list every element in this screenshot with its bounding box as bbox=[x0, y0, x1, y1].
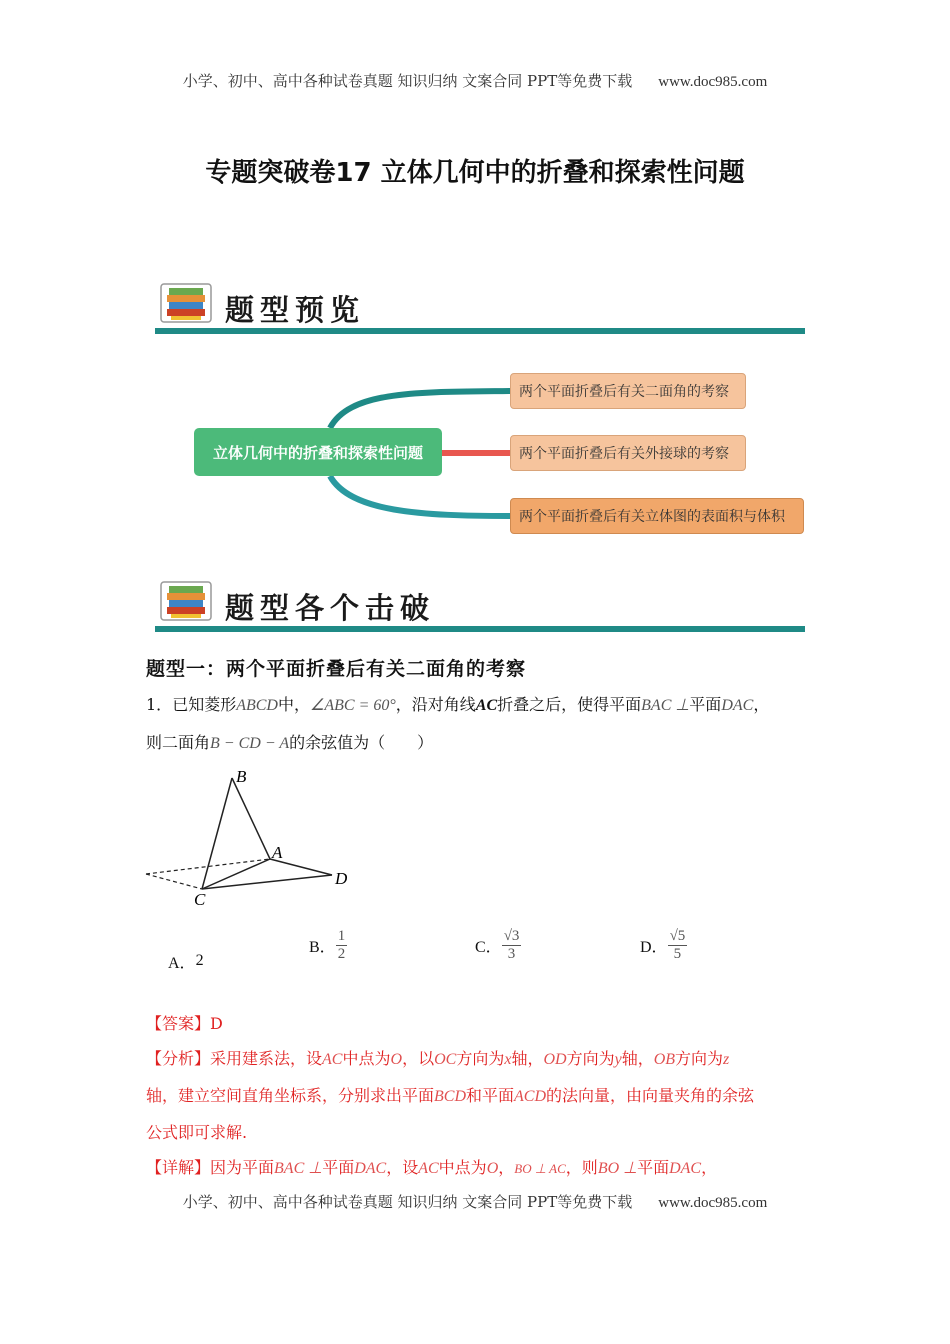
books-icon bbox=[159, 280, 213, 324]
section-rule bbox=[155, 626, 805, 632]
d-text: ，设 bbox=[386, 1158, 419, 1177]
a-math: ACD bbox=[514, 1088, 547, 1105]
answer-value: D bbox=[210, 1014, 223, 1033]
section-preview-header bbox=[155, 280, 805, 340]
mindmap-branch-volume: 两个平面折叠后有关立体图的表面积与体积 bbox=[510, 498, 804, 534]
option-a[interactable] bbox=[168, 950, 204, 973]
a-text: ，以 bbox=[402, 1049, 435, 1068]
analysis-line-3: 公式即可求解. bbox=[146, 1123, 248, 1142]
detail-line bbox=[146, 1155, 717, 1178]
fraction-numerator: 1 bbox=[337, 928, 346, 944]
footer-site[interactable]: www.doc985.com bbox=[658, 1195, 768, 1211]
fraction-numerator: √3 bbox=[503, 928, 520, 944]
d-math: BO ⊥ AC bbox=[514, 1161, 566, 1176]
branch-line-bottom bbox=[330, 476, 512, 516]
label-D: D bbox=[335, 869, 348, 888]
a-text: 方向为 bbox=[456, 1049, 505, 1068]
edge-CD bbox=[202, 875, 332, 889]
branch-line-top bbox=[330, 391, 512, 428]
a-text: 和平面 bbox=[466, 1086, 515, 1105]
option-d[interactable] bbox=[640, 928, 687, 963]
fraction-denominator: 2 bbox=[337, 946, 346, 962]
d-math: AC bbox=[418, 1160, 439, 1177]
page-header bbox=[0, 70, 950, 91]
option-letter: D． bbox=[640, 939, 668, 956]
option-letter: A． bbox=[168, 955, 196, 972]
d-text: ， bbox=[701, 1158, 718, 1177]
question-number: 1． bbox=[146, 695, 173, 714]
edge-BC bbox=[202, 778, 232, 889]
d-text: 因为平面 bbox=[210, 1158, 275, 1177]
question-line-2 bbox=[146, 730, 433, 753]
a-text: 的法向量，由向量夹角的余弦 bbox=[546, 1086, 755, 1105]
q-math: DAC bbox=[721, 697, 754, 714]
fraction-denominator: 3 bbox=[507, 946, 516, 962]
section-rule bbox=[155, 328, 805, 334]
mindmap-branch-dihedral: 两个平面折叠后有关二面角的考察 bbox=[510, 373, 746, 409]
d-text: ， bbox=[498, 1158, 515, 1177]
detail-tag: 【详解】 bbox=[146, 1158, 211, 1177]
a-math: BCD bbox=[434, 1088, 467, 1105]
option-letter: C． bbox=[475, 939, 502, 956]
q-text: 已知菱形 bbox=[172, 695, 237, 714]
q-text: 平面 bbox=[689, 695, 722, 714]
page-footer bbox=[0, 1191, 950, 1212]
mindmap-branch-sphere: 两个平面折叠后有关外接球的考察 bbox=[510, 435, 746, 471]
tetrahedron-figure bbox=[140, 762, 370, 912]
q-math: AC bbox=[475, 697, 498, 714]
a-text: 采用建系法，设 bbox=[210, 1049, 323, 1068]
books-icon bbox=[159, 578, 213, 622]
q-text: ， bbox=[753, 695, 770, 714]
dashed-edge bbox=[146, 874, 202, 889]
d-math: BAC ⊥ bbox=[274, 1160, 323, 1177]
option-letter: B． bbox=[309, 939, 336, 956]
q-text: 的余弦值为（ ） bbox=[289, 733, 434, 752]
q-math: ∠ABC = 60° bbox=[310, 697, 396, 714]
d-math: O bbox=[486, 1160, 499, 1177]
label-A: A bbox=[272, 843, 283, 862]
q-text: 折叠之后，使得平面 bbox=[497, 695, 642, 714]
footer-text: 小学、初中、高中各种试卷真题 知识归纳 文案合同 PPT等免费下载 bbox=[182, 1193, 633, 1211]
q-math: B − CD − A bbox=[210, 735, 290, 752]
a-text: 轴， bbox=[511, 1049, 544, 1068]
answer-line bbox=[146, 1011, 223, 1034]
d-text: 平面 bbox=[637, 1158, 670, 1177]
section-label: 题型各个击破 bbox=[225, 591, 436, 625]
section-label: 题型预览 bbox=[225, 293, 366, 327]
type1-heading: 题型一：两个平面折叠后有关二面角的考察 bbox=[146, 658, 527, 680]
analysis-line-1 bbox=[146, 1046, 729, 1069]
d-text: 平面 bbox=[322, 1158, 355, 1177]
header-text: 小学、初中、高中各种试卷真题 知识归纳 文案合同 PPT等免费下载 bbox=[182, 72, 633, 90]
d-text: 中点为 bbox=[438, 1158, 487, 1177]
mindmap-root: 立体几何中的折叠和探索性问题 bbox=[194, 428, 442, 476]
d-math: BO ⊥ bbox=[597, 1160, 638, 1177]
d-math: DAC bbox=[354, 1160, 387, 1177]
q-text: ，沿对角线 bbox=[395, 695, 476, 714]
edge-BA bbox=[232, 778, 270, 859]
a-math: x bbox=[504, 1051, 512, 1068]
answer-tag: 【答案】 bbox=[146, 1014, 211, 1033]
a-text: 中点为 bbox=[342, 1049, 391, 1068]
a-text: 轴， bbox=[621, 1049, 654, 1068]
a-math: O bbox=[390, 1051, 403, 1068]
label-C: C bbox=[194, 890, 206, 909]
edge-CA bbox=[202, 859, 270, 889]
analysis-tag: 【分析】 bbox=[146, 1049, 211, 1068]
option-fraction bbox=[336, 928, 348, 963]
label-B: B bbox=[236, 767, 247, 786]
q-math: ABCD bbox=[236, 697, 278, 714]
d-math: DAC bbox=[669, 1160, 702, 1177]
fraction-denominator: 5 bbox=[673, 946, 682, 962]
a-text: 方向为 bbox=[675, 1049, 724, 1068]
fraction-numerator: √5 bbox=[669, 928, 686, 944]
header-site[interactable]: www.doc985.com bbox=[658, 74, 768, 90]
a-math: y bbox=[614, 1051, 622, 1068]
a-math: z bbox=[723, 1051, 730, 1068]
q-math: BAC ⊥ bbox=[641, 697, 690, 714]
option-c[interactable] bbox=[475, 928, 521, 963]
option-fraction bbox=[668, 928, 688, 963]
option-b[interactable] bbox=[309, 928, 347, 963]
q-text: 则二面角 bbox=[146, 733, 211, 752]
option-value: 2 bbox=[195, 952, 204, 970]
d-text: ，则 bbox=[565, 1158, 598, 1177]
analysis-line-2 bbox=[146, 1083, 754, 1106]
mindmap bbox=[190, 360, 810, 550]
a-math: OB bbox=[653, 1051, 676, 1068]
a-text: 方向为 bbox=[566, 1049, 615, 1068]
document-title: 专题突破卷17 立体几何中的折叠和探索性问题 bbox=[205, 158, 745, 188]
a-math: OD bbox=[543, 1051, 567, 1068]
question-line-1 bbox=[146, 692, 769, 715]
a-text: 轴，建立空间直角坐标系，分别求出平面 bbox=[146, 1086, 435, 1105]
a-math: AC bbox=[322, 1051, 343, 1068]
option-fraction bbox=[502, 928, 522, 963]
a-math: OC bbox=[434, 1051, 457, 1068]
q-text: 中， bbox=[277, 695, 310, 714]
section-breakdown-header bbox=[155, 578, 805, 638]
